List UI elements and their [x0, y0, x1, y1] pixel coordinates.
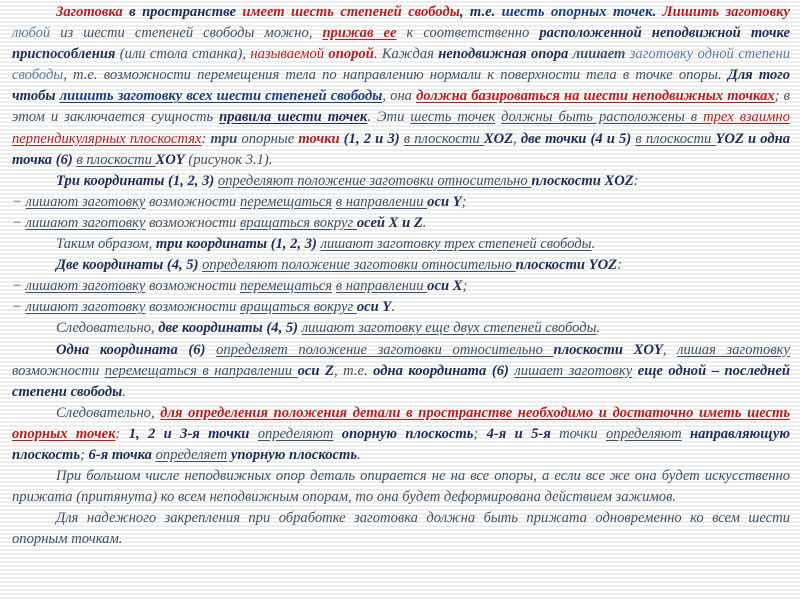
text-run: ; — [461, 193, 467, 210]
text-run: − — [12, 278, 26, 295]
list-item-translation-x — [12, 276, 790, 297]
text-run: (1, 2 и 3) — [343, 130, 400, 147]
text-run: в плоскости — [403, 130, 484, 147]
text-run: имеет шесть степеней свободы — [242, 4, 460, 20]
text-run: − — [12, 193, 26, 210]
text-run: , т.е. возможности перемещения тела по направлению нормали к поверхности тела в точке опоры. — [63, 67, 728, 84]
text-run: Для надежного закрепления при обработке заготовка должна быть прижата одновременно ко всем шести опорным точкам. — [12, 510, 790, 548]
text-run: оси X — [427, 278, 463, 295]
text-run: Таким образом, — [56, 236, 156, 253]
text-run: лишают заготовку — [25, 193, 146, 210]
text-run — [333, 426, 341, 442]
text-run: три — [210, 130, 238, 147]
text-run: точки — [298, 130, 340, 147]
paragraph-three-degrees-summary — [12, 234, 790, 255]
text-run: ; в этом и заключается сущность — [12, 88, 790, 126]
text-run: вращаться вокруг — [239, 214, 357, 231]
text-run: плоскости YOZ — [515, 257, 618, 274]
paragraph-two-coordinates-yoz — [12, 255, 790, 276]
text-run: опорные — [237, 130, 299, 147]
text-run: и одна точка (6) — [12, 130, 791, 168]
text-run: из шести степеней свободы можно, — [60, 25, 323, 42]
text-run: лишают заготовку еще двух степеней свободы — [301, 320, 597, 337]
text-run: Три координаты (1, 2, 3) — [56, 172, 215, 189]
background-stripe — [0, 561, 800, 563]
text-run: , — [513, 130, 521, 147]
text-run: расположенной неподвижной точке приспособления — [12, 25, 790, 63]
text-run: лишают заготовку — [25, 278, 146, 295]
text-run: оси Y — [427, 193, 462, 210]
list-item-rotation-y — [12, 297, 790, 318]
background-stripe — [0, 573, 800, 575]
background-stripe — [0, 577, 800, 579]
text-run: лишает — [572, 46, 626, 63]
text-run: 1, 2 и 3-я точки — [128, 425, 250, 442]
list-item-translation-y — [12, 192, 790, 213]
text-run: вращаться вокруг — [239, 299, 357, 316]
text-run: определяют положение заготовки относительно — [217, 172, 532, 189]
text-run: определяет — [155, 446, 228, 463]
text-run: любой — [12, 25, 61, 42]
background-stripe — [0, 585, 800, 587]
text-run: . Каждая — [373, 46, 439, 63]
text-run: перемещаться — [239, 193, 333, 210]
text-run: . — [591, 236, 596, 253]
paragraph-reliable-clamping — [12, 508, 790, 550]
text-run: еще одной – последней степени свободы — [12, 362, 790, 400]
text-run: заготовку — [629, 46, 694, 63]
text-run: одной — [697, 46, 734, 63]
text-run: называемой — [250, 46, 329, 63]
text-run: оси Z — [297, 362, 334, 379]
text-run: для определения положения детали в пространстве необходимо и достаточно иметь шесть опорных точек — [12, 404, 791, 442]
text-run: : — [115, 425, 129, 442]
text-run: . — [422, 214, 427, 231]
text-run: Лишить заготовку — [662, 4, 790, 20]
text-run: Две координаты (4, 5) — [56, 257, 199, 274]
background-stripe — [0, 597, 800, 599]
text-run: . — [596, 320, 601, 337]
text-run: должны быть расположены в — [501, 109, 704, 126]
background-stripe — [0, 569, 800, 571]
list-item-rotation-x-z — [12, 213, 790, 234]
text-run: три координаты (1, 2, 3) — [155, 236, 317, 253]
text-run: XOY — [155, 151, 185, 168]
text-run: должна базироваться на шести неподвижных точках — [416, 88, 775, 105]
text-run: плоскости — [531, 172, 605, 189]
text-run: , т.е. — [459, 4, 502, 20]
text-run: (рисунок 3.1). — [184, 151, 273, 168]
text-run: лишают заготовку — [25, 299, 146, 316]
text-run: Заготовка — [56, 4, 123, 20]
text-run — [682, 426, 690, 442]
text-run: шесть опорных точек — [501, 4, 653, 20]
paragraph-two-more-degrees — [12, 318, 790, 339]
text-run: возможности — [12, 362, 105, 379]
text-run: в плоскости — [76, 151, 156, 168]
text-run: возможности — [145, 278, 240, 295]
text-run: неподвижная опора — [438, 46, 569, 63]
background-stripe — [0, 593, 800, 595]
paragraph-one-coordinate-xoy — [12, 340, 790, 403]
text-run: Следовательно, — [56, 404, 161, 421]
text-run: лишить заготовку всех шести степеней свободы — [59, 88, 383, 105]
background-stripe — [0, 565, 800, 567]
text-run: Одна координата (6) — [56, 341, 206, 358]
text-run: возможности — [145, 214, 240, 231]
text-run — [249, 426, 257, 442]
background-stripe — [0, 589, 800, 591]
text-run: определяют — [605, 425, 682, 442]
text-run: плоскости XOY — [553, 341, 663, 358]
text-run: определяют положение заготовки относительно — [202, 257, 516, 274]
paragraph-many-supports — [12, 466, 790, 508]
document-body — [12, 2, 790, 550]
text-run: − — [12, 214, 26, 231]
text-run: 6-я точка — [88, 446, 152, 463]
text-run: (или стола станка), — [115, 46, 251, 63]
text-run: YOZ — [715, 130, 744, 147]
paragraph-six-degrees-of-freedom — [12, 2, 790, 171]
text-run: осей X и Z — [356, 214, 423, 231]
text-run: прижав ее — [322, 25, 397, 42]
text-run: − — [12, 299, 26, 316]
text-run: к соответственно — [396, 25, 540, 42]
text-run: ; — [473, 425, 487, 442]
text-run: . — [391, 299, 395, 316]
text-run: , т.е. — [333, 362, 374, 379]
text-run: степени свободы — [12, 46, 791, 84]
text-run: лишая заготовку — [677, 341, 790, 358]
background-stripe — [0, 581, 800, 583]
text-run: определяют — [257, 425, 334, 442]
text-run: ; — [80, 446, 89, 463]
text-run: возможности — [145, 193, 240, 210]
text-run: перемещаться — [239, 278, 333, 295]
text-run: в направлении — [335, 278, 428, 295]
text-run: лишают заготовку — [25, 214, 146, 231]
text-run: трех взаимно перпендикулярных плоскостях — [12, 109, 790, 147]
text-run: лишает заготовку — [514, 362, 633, 379]
text-run: опорой — [328, 46, 374, 63]
text-run: . Эти — [367, 109, 411, 126]
text-run: направляющую плоскость — [12, 425, 791, 463]
text-run: Следовательно, — [56, 320, 159, 337]
text-run: Для того чтобы — [12, 67, 790, 105]
text-run: правила шести точек — [219, 109, 368, 126]
text-run: одна координата (6) — [373, 362, 509, 379]
text-run: в направлении — [335, 193, 428, 210]
text-run: : — [201, 130, 211, 147]
text-run: определяет положение заготовки относительно — [216, 341, 554, 358]
text-run: возможности — [145, 299, 240, 316]
text-run: перемещаться в направлении — [104, 362, 298, 379]
text-run: При большом числе неподвижных опор деталь опирается не на все опоры, а если все же она будет искусственно прижата (притянута) ко всем неподвижным опорам, то она будет деформирована действием зажимов. — [12, 468, 790, 506]
text-run: 4-я и 5-я — [486, 425, 551, 442]
text-run: в пространстве — [122, 4, 243, 20]
text-run: две координаты (4, 5) — [158, 320, 299, 337]
background-stripe — [0, 553, 800, 555]
text-run: шесть точек — [410, 109, 496, 126]
text-run: ; — [462, 278, 468, 295]
text-run: . — [122, 383, 126, 400]
text-run: : — [617, 257, 622, 274]
text-run: XOZ — [483, 130, 514, 147]
text-run: оси Y — [356, 299, 392, 316]
text-run: в плоскости — [635, 130, 716, 147]
text-run: опорную плоскость — [341, 425, 474, 442]
text-run: лишают заготовку трех степеней свободы — [320, 236, 592, 253]
background-stripe — [0, 557, 800, 559]
paragraph-necessary-and-sufficient — [12, 403, 790, 466]
text-run: . — [652, 4, 663, 20]
text-run: : — [633, 172, 639, 189]
text-run: , — [662, 341, 678, 358]
text-run: , она — [382, 88, 417, 105]
text-run: точки — [550, 425, 606, 442]
paragraph-three-coordinates-xoz — [12, 171, 790, 192]
text-run — [205, 342, 216, 358]
text-run: XOZ — [604, 172, 634, 189]
text-run: упорную плоскость — [230, 446, 358, 463]
text-run: две точки (4 и 5) — [520, 130, 632, 147]
text-run: . — [357, 446, 361, 463]
